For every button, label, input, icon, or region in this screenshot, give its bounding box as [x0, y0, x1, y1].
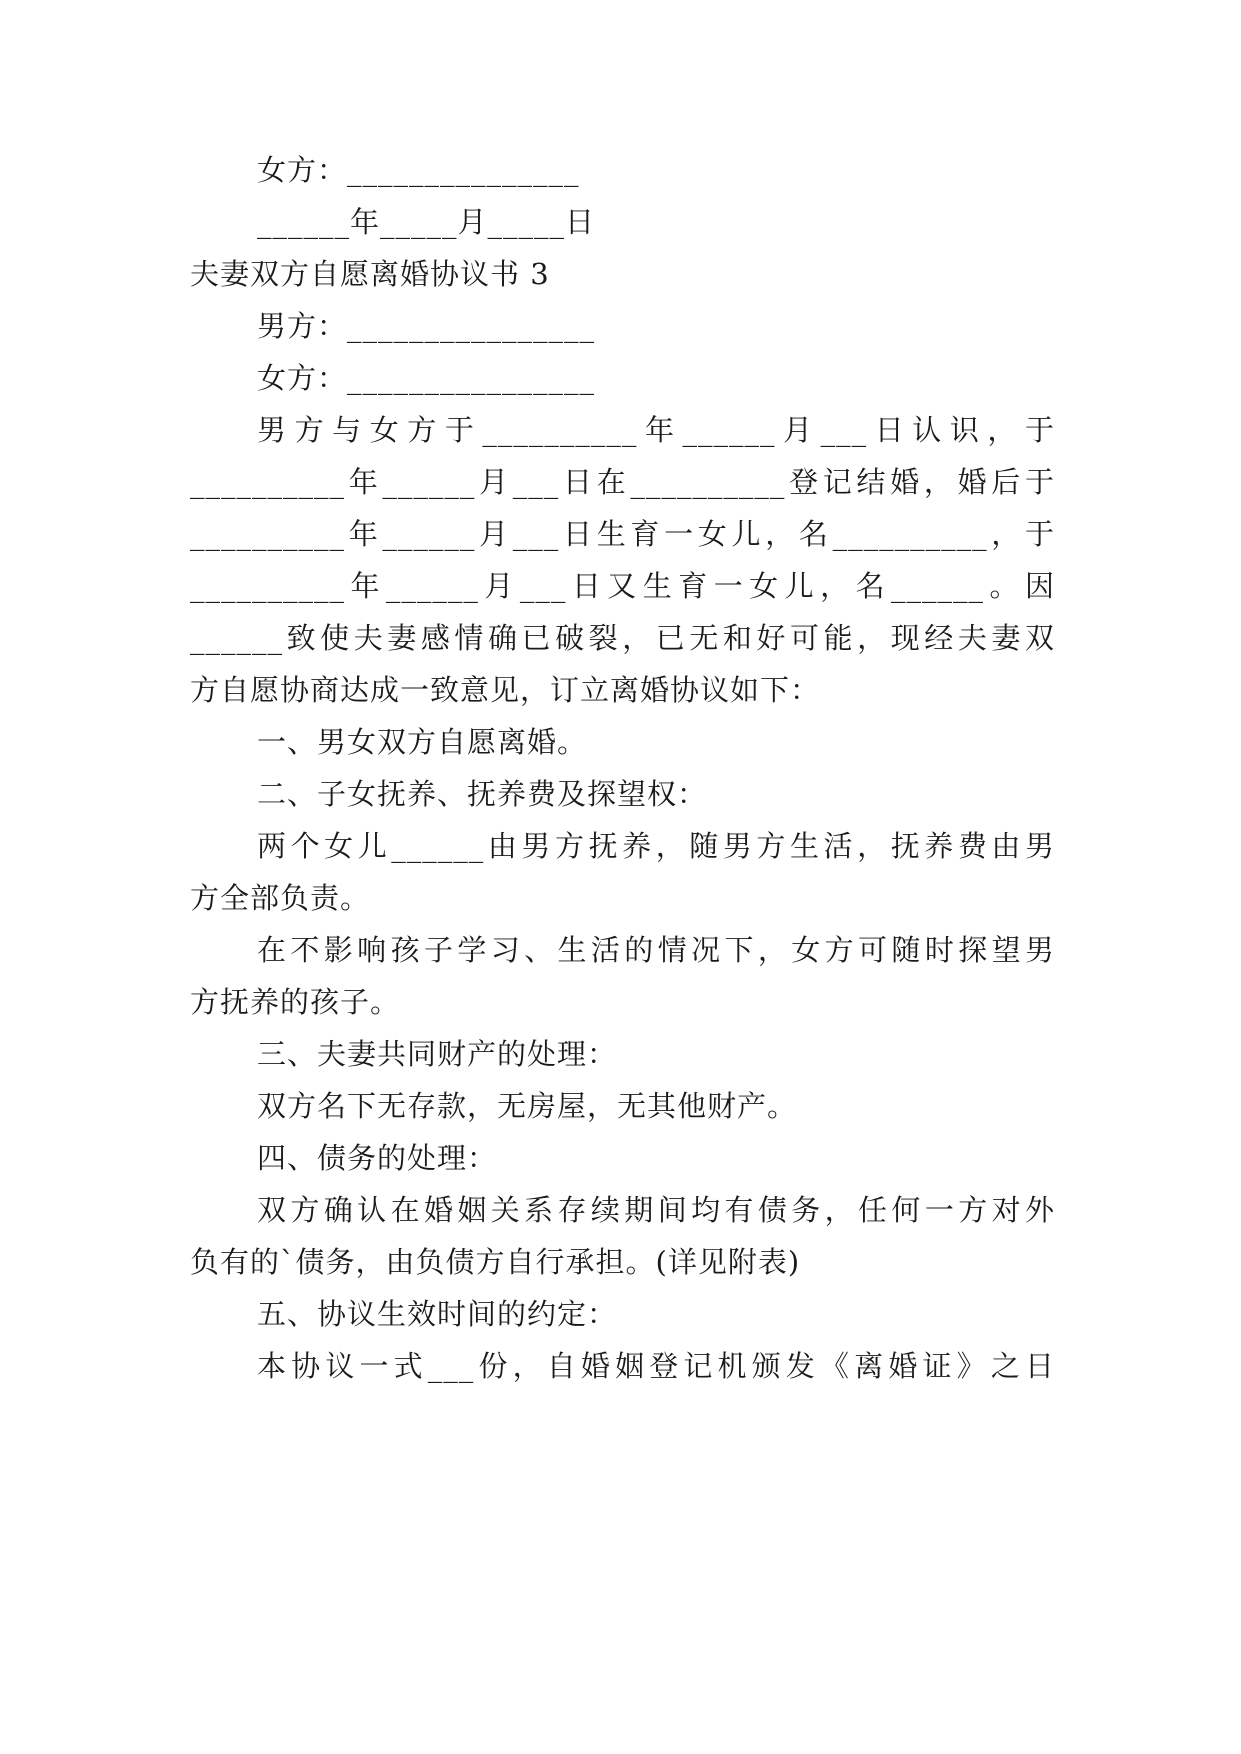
clause-heading: 五、协议生效时间的约定：: [257, 1297, 618, 1331]
clause-heading: 四、债务的处理：: [257, 1141, 498, 1175]
wife-signature-line: 女方：_______________: [257, 153, 580, 187]
paragraph-line: 在不影响孩子学习、生活的情况下，女方可随时探望男: [257, 933, 1055, 967]
paragraph-line: 本协议一式___份，自婚姻登记机颁发《离婚证》之日: [257, 1349, 1055, 1383]
clause-heading: 一、男女双方自愿离婚。: [257, 725, 588, 759]
date-line: ______年_____月_____日: [257, 205, 596, 239]
paragraph-line: 两个女儿______由男方抚养，随男方生活，抚养费由男: [257, 829, 1055, 863]
paragraph-line: __________年______月___日又生育一女儿，名______。因: [190, 569, 1055, 603]
paragraph-line: 方自愿协商达成一致意见，订立离婚协议如下：: [190, 673, 821, 707]
paragraph-line: 双方名下无存款，无房屋，无其他财产。: [257, 1089, 798, 1123]
paragraph-line: 双方确认在婚姻关系存续期间均有债务，任何一方对外: [257, 1193, 1055, 1227]
clause-heading: 二、子女抚养、抚养费及探望权：: [257, 777, 708, 811]
paragraph-line: 方全部负责。: [190, 881, 371, 915]
paragraph-line: __________年______月___日生育一女儿，名__________，于: [190, 517, 1055, 551]
paragraph-line: ______致使夫妻感情确已破裂，已无和好可能，现经夫妻双: [190, 621, 1055, 655]
husband-field: 男方：________________: [257, 309, 596, 343]
paragraph-line: 男方与女方于__________年______月___日认识，于: [257, 413, 1055, 447]
paragraph-line: __________年______月___日在__________登记结婚，婚后于: [190, 465, 1055, 499]
paragraph-line: 负有的`债务，由负债方自行承担。(详见附表): [190, 1245, 801, 1279]
paragraph-line: 方抚养的孩子。: [190, 985, 401, 1019]
wife-field: 女方：________________: [257, 361, 596, 395]
section-title: 夫妻双方自愿离婚协议书 3: [190, 257, 550, 291]
clause-heading: 三、夫妻共同财产的处理：: [257, 1037, 618, 1071]
